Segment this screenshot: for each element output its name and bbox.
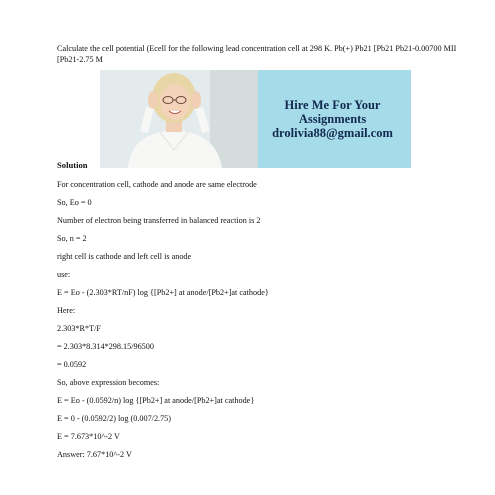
question-text: Calculate the cell potential (Ecell for the following lead concentration cell at 298 K. Pb(+) Pb21 [Pb21 Pb21-0.00700 MII [Pb21-2.75 M [57, 44, 457, 64]
ad-email: drolivia88@gmail.com [272, 126, 393, 140]
solution-line: E = Eo - (2.303*RT/nF) log {[Pb2+] at anode/[Pb2+]at cathode} [57, 288, 269, 297]
solution-line: So, above expression becomes: [57, 378, 160, 387]
solution-line: use: [57, 270, 71, 279]
solution-line: So, n = 2 [57, 234, 87, 243]
ad-line-2: Assignments [298, 112, 367, 126]
solution-line: So, Eo = 0 [57, 198, 92, 207]
solution-line: = 2.303*8.314*298.15/96500 [57, 342, 154, 351]
solution-line: Number of electron being transferred in balanced reaction is 2 [57, 216, 261, 225]
solution-heading: Solution [57, 160, 88, 170]
tutor-photo [100, 70, 258, 168]
solution-line: Here: [57, 306, 76, 315]
solution-line: E = Eo - (0.0592/n) log {[Pb2+] at anode/[Pb2+]at cathode} [57, 396, 255, 405]
solution-line: 2.303*R*T/F [57, 324, 101, 333]
ad-line-1: Hire Me For Your [284, 98, 381, 112]
woman-with-glasses-image [100, 70, 258, 168]
solution-line: For concentration cell, cathode and anode are same electrode [57, 180, 257, 189]
solution-line: E = 7.673*10^-2 V [57, 432, 120, 441]
advertisement-text [258, 70, 411, 168]
solution-line: = 0.0592 [57, 360, 87, 369]
solution-line: right cell is cathode and left cell is anode [57, 252, 192, 261]
answer-line: Answer: 7.67*10^-2 V [57, 450, 132, 459]
advertisement-banner [100, 70, 411, 168]
solution-line: E = 0 - (0.0592/2) log (0.007/2.75) [57, 414, 171, 423]
